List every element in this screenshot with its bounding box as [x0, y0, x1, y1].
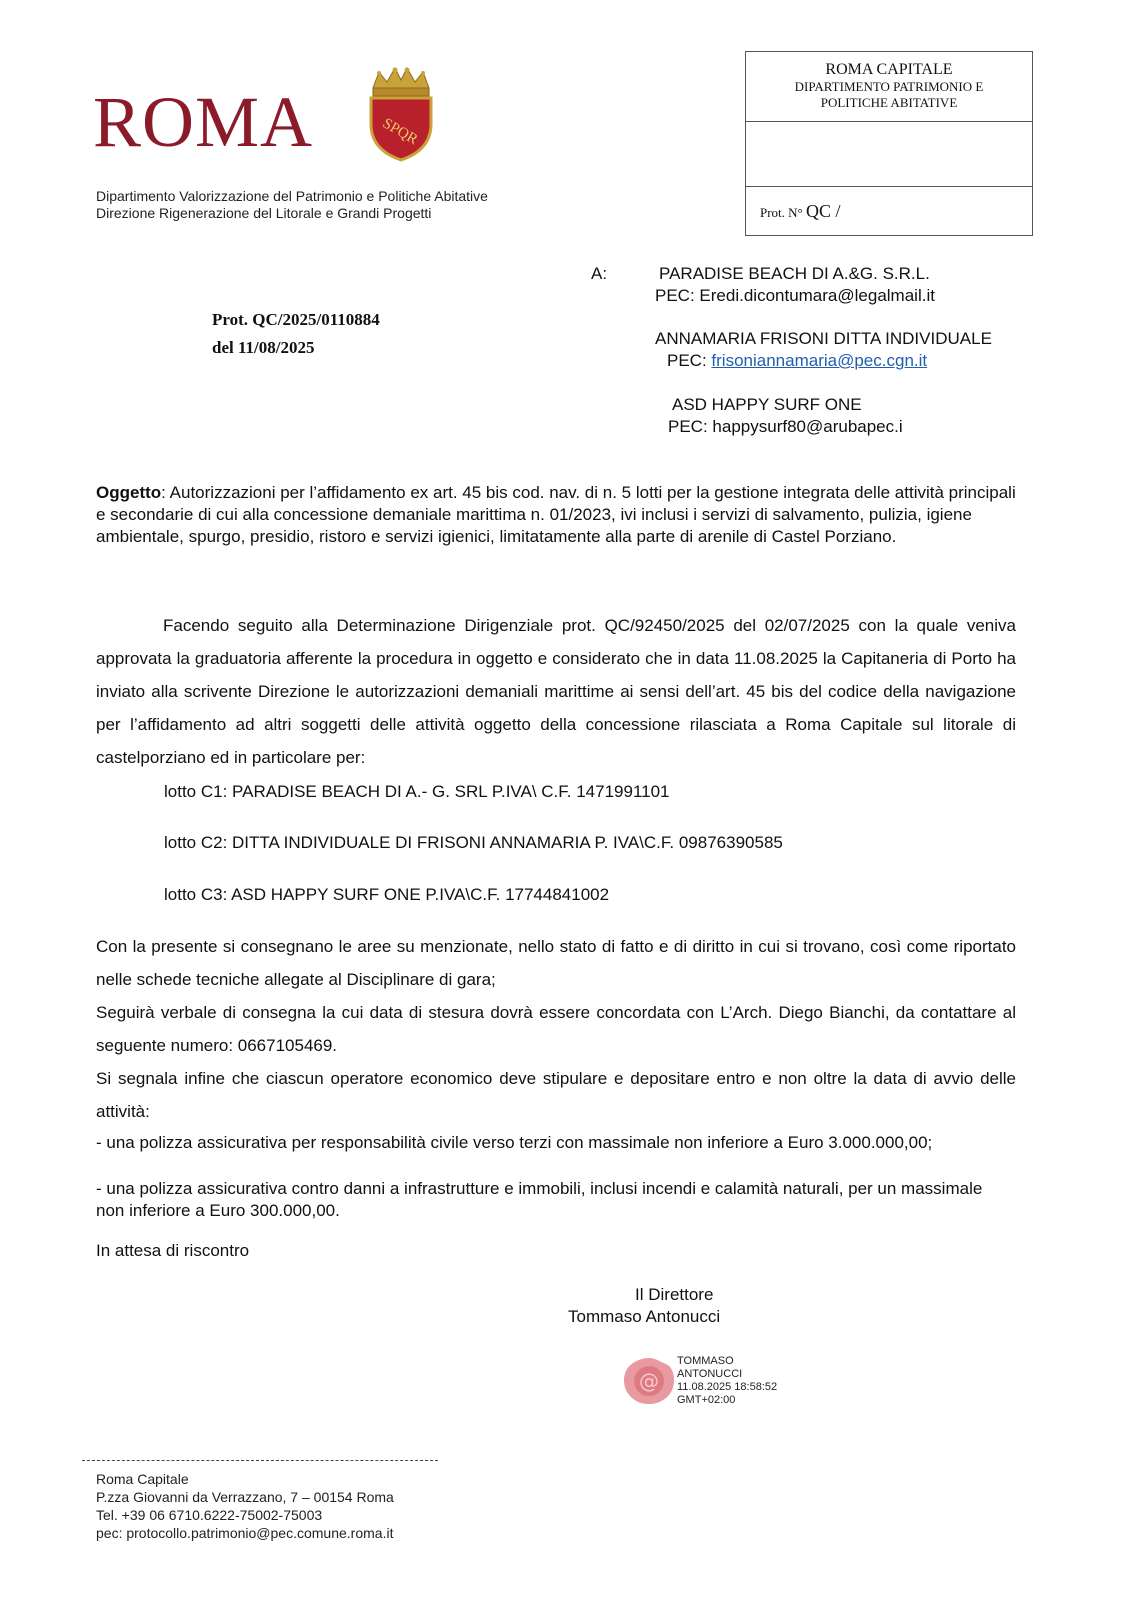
svg-text:@: @: [639, 1369, 659, 1393]
protocol-reference: [212, 306, 380, 362]
pec-address: Eredi.dicontumara@legalmail.it: [699, 286, 935, 305]
digital-signature-info: [677, 1355, 777, 1407]
pec-label: PEC:: [668, 417, 708, 436]
footer-street: P.zza Giovanni da Verrazzano, 7 – 00154 Roma: [96, 1489, 394, 1505]
recipient-3-pec: [668, 416, 903, 438]
insurance-paragraph: Si segnala infine che ciascun operatore economico deve stipulare e depositare entro e non oltre la data di avvio delle attività:: [96, 1069, 1016, 1121]
signature-name: Tommaso Antonucci: [568, 1307, 721, 1326]
department-heading: [96, 188, 488, 222]
insurance-item-2: - una polizza assicurativa contro danni a infrastrutture e immobili, inclusi incendi e calamità naturali, per un massimale non inferiore a Euro 300.000,00.: [96, 1179, 983, 1220]
seal-timestamp: 11.08.2025 18:58:52: [677, 1381, 778, 1393]
closing-line: In attesa di riscontro: [96, 1241, 250, 1260]
stamp-blank-area: [746, 122, 1032, 187]
lot-item-c3: lotto C3: ASD HAPPY SURF ONE P.IVA\C.F. 17744841002: [164, 885, 610, 904]
emblem-spqr-text: SPQR: [379, 115, 421, 149]
handover-paragraph: Seguirà verbale di consegna la cui data di stesura dovrà essere concordata con L’Arch. Diego Bianchi, da contattare al seguente numero: 0667105469.: [96, 1003, 1016, 1055]
signature-role: Il Direttore: [635, 1285, 714, 1304]
footer-divider: [82, 1460, 438, 1461]
recipient-1-name: PARADISE BEACH DI A.&G. S.R.L.: [659, 264, 930, 283]
subject-paragraph: [96, 482, 1016, 548]
subject-label: Oggetto: [96, 483, 162, 502]
stamp-prot-label: Prot. N°: [760, 205, 803, 220]
roma-logo-text: ROMA: [93, 82, 314, 162]
seal-signer-last: ANTONUCCI: [677, 1368, 743, 1380]
footer-org: Roma Capitale: [96, 1471, 189, 1487]
stamp-title: ROMA CAPITALE: [825, 61, 953, 78]
protocol-date: del 11/08/2025: [212, 338, 315, 357]
insurance-item-1: - una polizza assicurativa per responsabilità civile verso terzi con massimale non inferiore a Euro 3.000.000,00;: [96, 1133, 933, 1152]
lot-item-c2: lotto C2: DITTA INDIVIDUALE DI FRISONI ANNAMARIA P. IVA\C.F. 09876390585: [164, 833, 783, 852]
seal-signer-first: TOMMASO: [677, 1355, 734, 1367]
footer-pec: pec: protocollo.patrimonio@pec.comune.roma.it: [96, 1525, 394, 1541]
department-name: Dipartimento Valorizzazione del Patrimonio e Politiche Abitative: [96, 188, 488, 204]
recipient-2-name: ANNAMARIA FRISONI DITTA INDIVIDUALE: [655, 329, 992, 348]
direction-name: Direzione Rigenerazione del Litorale e Grandi Progetti: [96, 205, 432, 221]
footer-phone: Tel. +39 06 6710.6222-75002-75003: [96, 1507, 323, 1523]
pec-address-link[interactable]: frisoniannamaria@pec.cgn.it: [711, 351, 928, 370]
stamp-subtitle-2: POLITICHE ABITATIVE: [820, 95, 958, 110]
seal-timezone: GMT+02:00: [677, 1394, 736, 1406]
pec-address: happysurf80@arubapec.i: [712, 417, 903, 436]
recipient-2-pec: [667, 350, 927, 372]
stamp-prot-value: QC /: [806, 201, 841, 221]
lot-item-c1: lotto C1: PARADISE BEACH DI A.- G. SRL P.IVA\ C.F. 1471991101: [164, 782, 670, 801]
intro-paragraph: Facendo seguito alla Determinazione Dirigenziale prot. QC/92450/2025 del 02/07/2025 con la quale veniva approvata la graduatoria afferente la procedura in oggetto e considerato che in data 11.08.2025 la Capitaneria di Porto ha inviato alla scrivente Direzione le autorizzazioni demaniali marittime ai sensi dell’art. 45 bis del codice della navigazione per l’affidamento ad altri soggetti delle attività oggetto della concessione rilasciata a Roma Capitale sul litorale di castelporziano ed in particolare per:: [96, 616, 1016, 767]
roma-emblem-icon: [365, 66, 437, 162]
digital-seal-icon: [622, 1356, 676, 1406]
pec-label: PEC:: [667, 351, 707, 370]
delivery-paragraph: Con la presente si consegnano le aree su menzionate, nello stato di fatto e di diritto in cui si trovano, così come riportato nelle schede tecniche allegate al Disciplinare di gara;: [96, 937, 1016, 989]
pec-label: PEC:: [655, 286, 695, 305]
recipients-label: A:: [591, 264, 608, 283]
subject-text: : Autorizzazioni per l’affidamento ex art. 45 bis cod. nav. di n. 5 lotti per la gestione integrata delle attività principali e secondarie di cui alla concessione demaniale marittima n. 01/2023, ivi inclusi i servizi di salvamento, pulizia, igiene ambientale, spurgo, presidio, ristoro e servizi igienici, limitatamente alla parte di arenile di Castel Porziano.: [96, 483, 1016, 546]
recipient-1-pec: [655, 285, 935, 307]
protocol-number: Prot. QC/2025/0110884: [212, 310, 380, 329]
footer-address: [96, 1470, 394, 1542]
recipient-3-name: ASD HAPPY SURF ONE: [672, 395, 862, 414]
stamp-subtitle-1: DIPARTIMENTO PATRIMONIO E: [794, 79, 984, 94]
protocol-stamp-box: [745, 51, 1033, 236]
